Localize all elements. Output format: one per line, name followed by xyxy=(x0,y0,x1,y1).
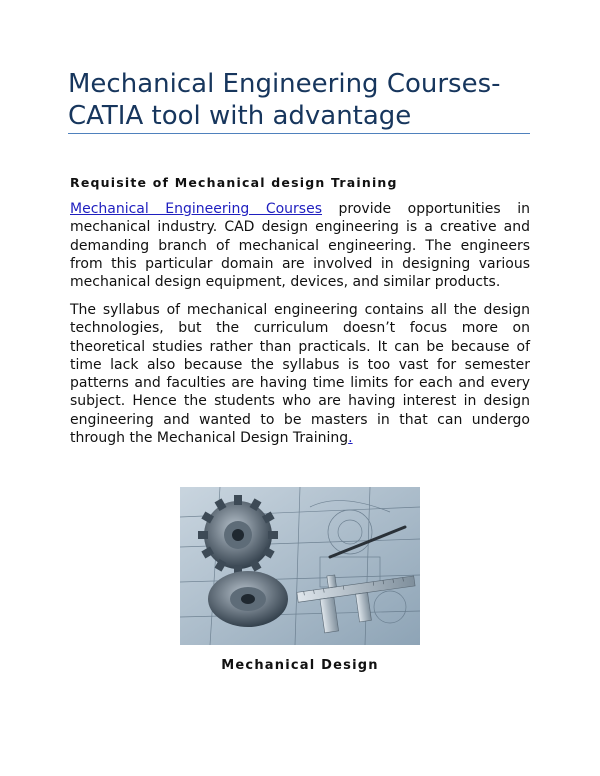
mechanical-engineering-courses-link[interactable]: Mechanical Engineering Courses xyxy=(70,201,322,217)
figure-caption: Mechanical Design xyxy=(221,658,379,673)
section-heading: Requisite of Mechanical design Training xyxy=(70,175,398,190)
mechanical-design-image xyxy=(180,487,420,645)
page-title: Mechanical Engineering Courses- CATIA tool with advantage xyxy=(68,69,501,131)
training-link[interactable]: . xyxy=(348,430,353,447)
title-underline xyxy=(68,133,530,134)
paragraph-intro xyxy=(70,200,530,291)
paragraph-syllabus-text: The syllabus of mechanical engineering contains all the design technologies, but the curriculum doesn’t focus more on theoretical studies rather than practicals. It can be because of time lack also because the syllabus is too vast for semester patterns and faculties are having time limits for each and every subject. Hence the students who are having interest in design engineering and wanted to be masters in that can undergo through the Mechanical Design Training xyxy=(70,302,530,447)
paragraph-syllabus xyxy=(70,301,530,447)
paragraph-intro-text: provide opportunities in mechanical industry. CAD design engineering is a creative and demanding branch of mechanical engineering. The engineers from this particular domain are involved in designing various mechanical design equipment, devices, and similar products. xyxy=(70,201,530,291)
